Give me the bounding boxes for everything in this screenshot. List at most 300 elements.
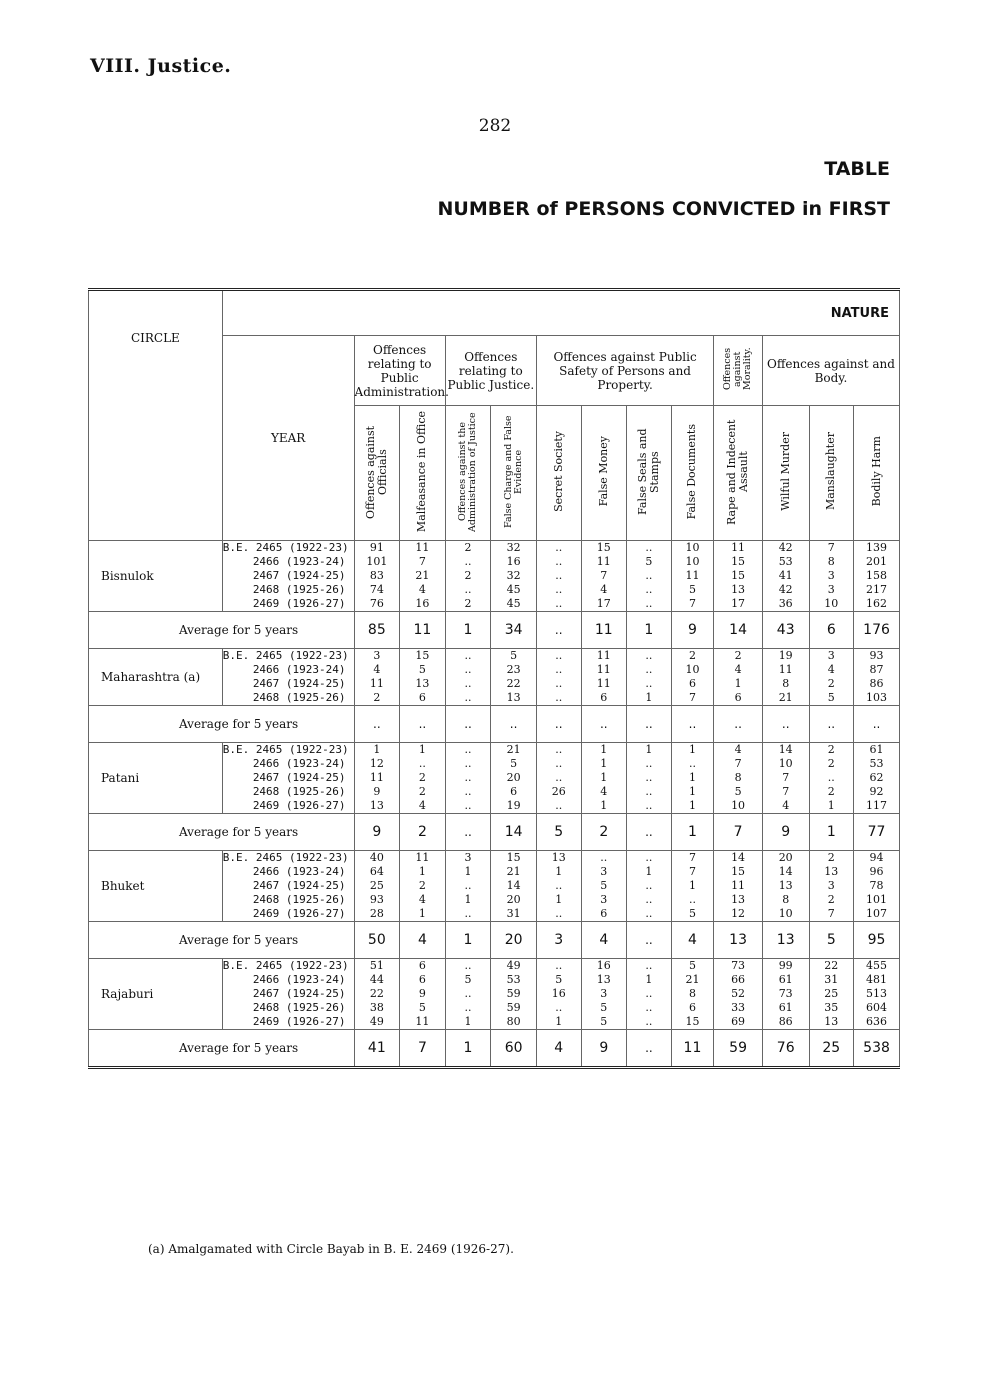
table-cell: .. (555, 541, 563, 554)
table-cell: 1 (645, 865, 653, 878)
group-header: Offences relating to Public Justice. (445, 336, 536, 406)
table-cell: 2 (373, 691, 381, 704)
column-header: Rape and Indecent Assault (714, 406, 763, 541)
average-value: 3 (536, 922, 581, 959)
table-cell: 5 (734, 785, 742, 798)
value-column-cell (714, 851, 763, 922)
value-column-cell (491, 541, 537, 612)
year-label: 2467 (1924-25) (252, 879, 346, 892)
section-heading: VIII. Justice. (90, 55, 232, 77)
value-column-cell (627, 649, 672, 706)
convictions-table (88, 288, 900, 1069)
table-cell: 10 (685, 541, 700, 554)
table-cell: 13 (369, 799, 384, 812)
year-label: 2467 (1924-25) (252, 771, 346, 784)
table-cell: 31 (506, 907, 521, 920)
year-label: B.E. 2465 (1922-23) (222, 541, 349, 554)
table-cell: 1 (464, 1015, 472, 1028)
average-value: 4 (671, 922, 714, 959)
table-cell: 13 (731, 893, 746, 906)
value-column-cell (354, 851, 400, 922)
table-cell: .. (464, 663, 472, 676)
average-value: .. (627, 814, 672, 851)
table-cell: 162 (866, 597, 888, 610)
year-label: 2468 (1925-26) (252, 785, 346, 798)
table-cell: 28 (369, 907, 384, 920)
table-cell: .. (464, 555, 472, 568)
table-cell: 5 (510, 757, 518, 770)
value-column-cell (762, 649, 809, 706)
table-cell: .. (464, 677, 472, 690)
table-cell: 94 (869, 851, 884, 864)
table-cell: 8 (827, 555, 835, 568)
table-cell: 4 (418, 799, 426, 812)
table-cell: .. (555, 1001, 563, 1014)
table-cell: 74 (369, 583, 384, 596)
table-cell: 2 (464, 569, 472, 582)
value-column-cell (445, 743, 491, 814)
table-cell: .. (464, 785, 472, 798)
table-cell: 481 (866, 973, 888, 986)
table-cell: .. (555, 677, 563, 690)
average-value: .. (627, 1030, 672, 1068)
average-value: .. (400, 706, 446, 743)
table-cell: 21 (415, 569, 430, 582)
column-header: Malfeasance in Office (400, 406, 446, 541)
table-cell: .. (645, 583, 653, 596)
table-cell: 11 (778, 663, 793, 676)
table-cell: 45 (506, 597, 521, 610)
table-cell: 73 (778, 987, 793, 1000)
table-cell: 2 (418, 771, 426, 784)
table-cell: .. (555, 757, 563, 770)
table-cell: 7 (782, 785, 790, 798)
value-column-cell (854, 743, 900, 814)
table-cell: 4 (373, 663, 381, 676)
circle-name: Patani (89, 743, 223, 814)
table-cell: 8 (734, 771, 742, 784)
average-value: 2 (581, 814, 627, 851)
average-value: 4 (581, 922, 627, 959)
table-cell: .. (464, 757, 472, 770)
table-cell: 2 (688, 649, 696, 662)
value-column-cell (809, 541, 854, 612)
table-cell: 1 (645, 691, 653, 704)
value-column-cell (809, 851, 854, 922)
average-value: 5 (536, 814, 581, 851)
table-cell: 10 (778, 907, 793, 920)
year-label: 2466 (1923-24) (252, 555, 346, 568)
table-cell: 12 (369, 757, 384, 770)
table-cell: .. (645, 649, 653, 662)
table-cell: 61 (778, 1001, 793, 1014)
year-list (222, 743, 354, 814)
table-cell: 41 (778, 569, 793, 582)
table-cell: 64 (369, 865, 384, 878)
table-cell: 2 (827, 743, 835, 756)
table-cell: 17 (596, 597, 611, 610)
table-cell: 1 (418, 907, 426, 920)
table-cell: 3 (827, 879, 835, 892)
average-value: 4 (400, 922, 446, 959)
table-cell: 11 (596, 555, 611, 568)
table-cell: 3 (600, 865, 608, 878)
table-cell: 1 (645, 973, 653, 986)
table-cell: 4 (418, 583, 426, 596)
table-cell: 5 (418, 1001, 426, 1014)
table-cell: 49 (369, 1015, 384, 1028)
average-value: .. (445, 706, 491, 743)
table-cell: 61 (778, 973, 793, 986)
table-cell: .. (645, 569, 653, 582)
table-cell: 604 (866, 1001, 888, 1014)
table-cell: 5 (688, 583, 696, 596)
table-cell: .. (645, 541, 653, 554)
table-cell: 83 (369, 569, 384, 582)
table-cell: 2 (464, 541, 472, 554)
table-cell: .. (418, 757, 426, 770)
circle-name: Rajaburi (89, 959, 223, 1030)
value-column-cell (671, 959, 714, 1030)
table-cell: .. (645, 757, 653, 770)
year-label: 2469 (1926-27) (252, 1015, 346, 1028)
table-cell: .. (464, 799, 472, 812)
table-cell: 4 (600, 785, 608, 798)
value-column-cell (445, 649, 491, 706)
table-cell: 6 (510, 785, 518, 798)
table-cell: .. (600, 851, 608, 864)
table-cell: 1 (688, 771, 696, 784)
table-cell: 73 (731, 959, 746, 972)
table-cell: 3 (827, 649, 835, 662)
value-column-cell (762, 851, 809, 922)
average-value: 11 (400, 612, 446, 649)
table-cell: 2 (734, 649, 742, 662)
table-cell: 7 (688, 691, 696, 704)
year-label: 2469 (1926-27) (252, 907, 346, 920)
table-cell: 11 (369, 771, 384, 784)
table-cell: 11 (596, 663, 611, 676)
average-value: 4 (536, 1030, 581, 1068)
table-label: TABLE (824, 158, 890, 180)
table-cell: 92 (869, 785, 884, 798)
table-cell: 8 (782, 893, 790, 906)
table-cell: 3 (827, 569, 835, 582)
table-cell: .. (555, 959, 563, 972)
value-column-cell (536, 743, 581, 814)
average-value: .. (354, 706, 400, 743)
column-header: Bodily Harm (854, 406, 900, 541)
table-cell: 11 (731, 879, 746, 892)
table-cell: 14 (778, 743, 793, 756)
table-cell: 40 (369, 851, 384, 864)
table-cell: .. (464, 691, 472, 704)
value-column-cell (536, 959, 581, 1030)
average-value: 14 (491, 814, 537, 851)
table-cell: 31 (824, 973, 839, 986)
table-cell: 16 (506, 555, 521, 568)
average-label: Average for 5 years (89, 1030, 355, 1068)
table-cell: 17 (731, 597, 746, 610)
table-cell: 6 (418, 691, 426, 704)
year-label: B.E. 2465 (1922-23) (222, 649, 349, 662)
table-cell: 15 (596, 541, 611, 554)
table-cell: 53 (506, 973, 521, 986)
table-cell: 10 (824, 597, 839, 610)
average-value: 20 (491, 922, 537, 959)
table-cell: 21 (685, 973, 700, 986)
value-column-cell (445, 959, 491, 1030)
average-label: Average for 5 years (89, 706, 355, 743)
table-cell: 1 (600, 743, 608, 756)
average-value: .. (445, 814, 491, 851)
average-value: .. (854, 706, 900, 743)
average-value: .. (627, 706, 672, 743)
table-cell: .. (645, 851, 653, 864)
table-cell: 1 (734, 677, 742, 690)
table-cell: 13 (596, 973, 611, 986)
table-cell: 4 (734, 743, 742, 756)
average-value: 85 (354, 612, 400, 649)
table-cell: 4 (782, 799, 790, 812)
column-header: Manslaughter (809, 406, 854, 541)
value-column-cell (581, 959, 627, 1030)
table-cell: 59 (506, 1001, 521, 1014)
value-column-cell (671, 851, 714, 922)
table-cell: 2 (827, 785, 835, 798)
average-value: .. (536, 612, 581, 649)
value-column-cell (762, 959, 809, 1030)
year-label: B.E. 2465 (1922-23) (222, 959, 349, 972)
table-cell: 1 (555, 893, 563, 906)
table-cell: 201 (866, 555, 888, 568)
table-cell: .. (645, 663, 653, 676)
value-column-cell (445, 851, 491, 922)
column-header: False Seals and Stamps (627, 406, 672, 541)
table-cell: .. (464, 771, 472, 784)
average-value: 1 (627, 612, 672, 649)
average-value: .. (581, 706, 627, 743)
column-header: Secret Society (536, 406, 581, 541)
table-cell: .. (555, 771, 563, 784)
average-value: 9 (581, 1030, 627, 1068)
average-value: 76 (762, 1030, 809, 1068)
table-cell: 86 (869, 677, 884, 690)
circle-row (89, 541, 900, 612)
value-column-cell (354, 743, 400, 814)
table-cell: 11 (415, 1015, 430, 1028)
table-cell: 35 (824, 1001, 839, 1014)
table-cell: 7 (734, 757, 742, 770)
table-cell: 11 (685, 569, 700, 582)
table-cell: 93 (869, 649, 884, 662)
table-cell: 53 (778, 555, 793, 568)
average-value: 6 (809, 612, 854, 649)
table-cell: 5 (600, 879, 608, 892)
table-cell: 5 (418, 663, 426, 676)
average-value: 7 (714, 814, 763, 851)
year-label: 2467 (1924-25) (252, 677, 346, 690)
average-value: 25 (809, 1030, 854, 1068)
table-cell: 86 (778, 1015, 793, 1028)
table-cell: .. (464, 1001, 472, 1014)
table-cell: 59 (506, 987, 521, 1000)
table-cell: 20 (506, 771, 521, 784)
average-value: 9 (354, 814, 400, 851)
average-value: 60 (491, 1030, 537, 1068)
table-cell: 7 (600, 569, 608, 582)
table-cell: 32 (506, 569, 521, 582)
table-cell: 15 (685, 1015, 700, 1028)
value-column-cell (400, 541, 446, 612)
table-cell: 22 (824, 959, 839, 972)
table-cell: .. (645, 879, 653, 892)
table-cell: 15 (731, 569, 746, 582)
value-column-cell (671, 743, 714, 814)
table-cell: .. (688, 893, 696, 906)
table-cell: 36 (778, 597, 793, 610)
table-cell: 11 (415, 541, 430, 554)
table-cell: 107 (866, 907, 888, 920)
table-cell: 13 (778, 879, 793, 892)
table-cell: 2 (827, 677, 835, 690)
year-label: 2467 (1924-25) (252, 569, 346, 582)
value-column-cell (714, 959, 763, 1030)
value-column-cell (762, 541, 809, 612)
table-cell: 76 (369, 597, 384, 610)
table-cell: .. (645, 893, 653, 906)
average-value: .. (762, 706, 809, 743)
table-cell: 5 (464, 973, 472, 986)
table-cell: 93 (369, 893, 384, 906)
table-cell: 21 (778, 691, 793, 704)
table-cell: .. (555, 649, 563, 662)
table-cell: 12 (731, 907, 746, 920)
table-cell: .. (464, 649, 472, 662)
table-cell: 2 (418, 879, 426, 892)
table-cell: 217 (866, 583, 888, 596)
value-column-cell (714, 743, 763, 814)
table-cell: 5 (600, 1001, 608, 1014)
table-cell: 11 (731, 541, 746, 554)
table-cell: .. (555, 569, 563, 582)
value-column-cell (354, 541, 400, 612)
year-label: 2466 (1923-24) (252, 757, 346, 770)
table-cell: .. (645, 1001, 653, 1014)
year-list (222, 649, 354, 706)
table-cell: 14 (506, 879, 521, 892)
average-value: .. (671, 706, 714, 743)
table-cell: 5 (827, 691, 835, 704)
table-cell: 2 (827, 851, 835, 864)
table-cell: 7 (688, 865, 696, 878)
table-cell: 38 (369, 1001, 384, 1014)
circle-row (89, 743, 900, 814)
year-label: 2468 (1925-26) (252, 893, 346, 906)
table-cell: 6 (418, 973, 426, 986)
table-cell: 87 (869, 663, 884, 676)
table-cell: 7 (688, 597, 696, 610)
value-column-cell (627, 851, 672, 922)
average-value: 9 (762, 814, 809, 851)
year-label: 2466 (1923-24) (252, 663, 346, 676)
table-cell: 3 (600, 987, 608, 1000)
average-value: 43 (762, 612, 809, 649)
table-cell: 26 (551, 785, 566, 798)
table-cell: 1 (688, 879, 696, 892)
table-cell: 11 (369, 677, 384, 690)
table-cell: 5 (688, 907, 696, 920)
average-value: 176 (854, 612, 900, 649)
value-column-cell (762, 743, 809, 814)
value-column-cell (400, 649, 446, 706)
table-cell: .. (555, 555, 563, 568)
table-cell: 3 (600, 893, 608, 906)
table-cell: 7 (688, 851, 696, 864)
table-cell: 1 (645, 743, 653, 756)
average-value: 14 (714, 612, 763, 649)
value-column-cell (400, 743, 446, 814)
table-cell: 78 (869, 879, 884, 892)
average-value: 538 (854, 1030, 900, 1068)
table-cell: 96 (869, 865, 884, 878)
average-value: 1 (671, 814, 714, 851)
average-value: .. (491, 706, 537, 743)
table-cell: 22 (369, 987, 384, 1000)
value-column-cell (581, 541, 627, 612)
table-cell: 636 (866, 1015, 888, 1028)
table-cell: .. (645, 959, 653, 972)
table-cell: 7 (782, 771, 790, 784)
value-column-cell (491, 649, 537, 706)
table-cell: 455 (866, 959, 888, 972)
value-column-cell (627, 541, 672, 612)
circle-name: Bisnulok (89, 541, 223, 612)
table-cell: 3 (464, 851, 472, 864)
table-cell: 45 (506, 583, 521, 596)
value-column-cell (354, 959, 400, 1030)
table-cell: 42 (778, 541, 793, 554)
value-column-cell (854, 959, 900, 1030)
table-cell: 16 (596, 959, 611, 972)
year-label: 2468 (1925-26) (252, 583, 346, 596)
table-cell: 7 (827, 541, 835, 554)
value-column-cell (671, 541, 714, 612)
table-cell: 1 (464, 893, 472, 906)
table-cell: 1 (600, 757, 608, 770)
table-cell: 3 (827, 583, 835, 596)
value-column-cell (581, 649, 627, 706)
table-cell: .. (464, 583, 472, 596)
column-header: False Money (581, 406, 627, 541)
average-value: 7 (400, 1030, 446, 1068)
table-cell: 101 (366, 555, 388, 568)
average-value: .. (536, 706, 581, 743)
table-cell: 513 (866, 987, 888, 1000)
table-cell: .. (555, 907, 563, 920)
table-cell: 1 (555, 1015, 563, 1028)
table-cell: 8 (688, 987, 696, 1000)
table-cell: 13 (824, 865, 839, 878)
value-column-cell (400, 959, 446, 1030)
table-cell: 42 (778, 583, 793, 596)
average-row (89, 706, 900, 743)
table-cell: 14 (731, 851, 746, 864)
circle-row (89, 649, 900, 706)
table-cell: 11 (596, 649, 611, 662)
average-value: 59 (714, 1030, 763, 1068)
year-label: 2466 (1923-24) (252, 865, 346, 878)
